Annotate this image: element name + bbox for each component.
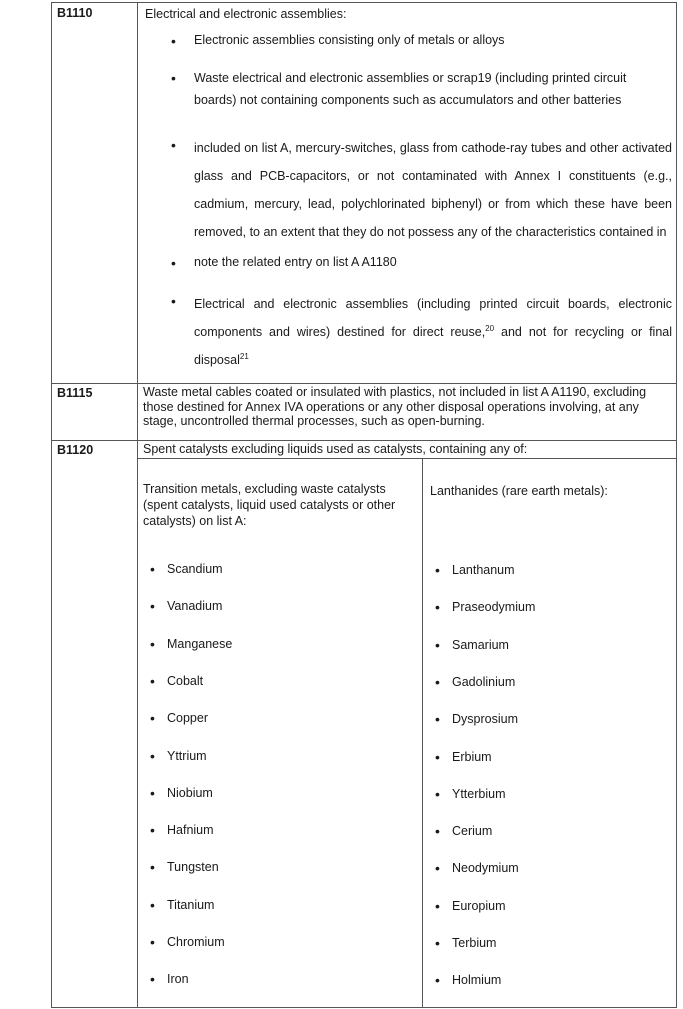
transition-metal-item: Copper <box>167 711 208 725</box>
lanthanide-item: Cerium <box>452 824 493 838</box>
footnote-ref-21[interactable]: 21 <box>239 351 249 361</box>
row-divider <box>52 383 676 384</box>
b1110-bullet-5-text-cont: and not for recycling or final disposal <box>194 325 672 367</box>
entry-title-b1110: Electrical and electronic assemblies: <box>145 7 347 21</box>
bullet-icon: • <box>150 673 155 689</box>
transition-metal-item: Tungsten <box>167 860 219 874</box>
entry-code-b1115: B1115 <box>57 386 93 400</box>
b1110-bullet-3: included on list A, mercury-switches, glass from cathode-ray tubes and other activated glass and PCB-capacitors, or not contaminated with Annex I constituents (e.g., cadmium, mercury, lead, polychlorinated biphenyl) or from which these have been removed, to an extent that they do not possess any of the characteristics contained in <box>194 141 672 239</box>
lanthanide-item: Neodymium <box>452 861 519 875</box>
bullet-icon: • <box>435 860 440 876</box>
bullet-icon: • <box>150 934 155 950</box>
bullet-icon: • <box>435 562 440 578</box>
transition-metal-item: Scandium <box>167 562 223 576</box>
lanthanide-item: Europium <box>452 899 506 913</box>
transition-metal-item: Chromium <box>167 935 225 949</box>
lanthanide-item: Ytterbium <box>452 787 506 801</box>
lanthanide-item: Terbium <box>452 936 497 950</box>
transition-metal-item: Manganese <box>167 637 233 651</box>
subtable-top-border <box>137 458 676 459</box>
lanthanide-item: Praseodymium <box>452 600 536 614</box>
bullet-icon: • <box>435 786 440 802</box>
b1110-bullet-4: note the related entry on list A A1180 <box>194 255 397 269</box>
transition-metal-item: Cobalt <box>167 674 204 688</box>
bullet-icon: • <box>171 137 176 153</box>
bullet-icon: • <box>435 637 440 653</box>
bullet-icon: • <box>435 823 440 839</box>
bullet-icon: • <box>435 898 440 914</box>
bullet-icon: • <box>150 822 155 838</box>
transition-metal-item: Niobium <box>167 786 213 800</box>
bullet-icon: • <box>150 636 155 652</box>
bullet-icon: • <box>435 972 440 988</box>
bullet-icon: • <box>150 561 155 577</box>
lanthanide-item: Lanthanum <box>452 563 515 577</box>
bullet-icon: • <box>435 711 440 727</box>
bullet-icon: • <box>150 710 155 726</box>
entry-intro-b1120: Spent catalysts excluding liquids used as catalysts, containing any of: <box>143 442 528 456</box>
bullet-icon: • <box>171 293 176 309</box>
bullet-icon: • <box>171 255 176 271</box>
bullet-icon: • <box>150 785 155 801</box>
transition-metals-heading: Transition metals, excluding waste catalysts (spent catalysts, liquid used catalysts or other catalysts) on list A: <box>143 482 396 528</box>
transition-metal-item: Vanadium <box>167 599 223 613</box>
lanthanide-item: Erbium <box>452 750 492 764</box>
lanthanide-item: Holmium <box>452 973 502 987</box>
b1110-bullet-2: Waste electrical and electronic assemblies or scrap19 (including printed circuit boards) not containing components such as accumulators and other batteries <box>194 71 627 107</box>
bullet-icon: • <box>171 33 176 49</box>
bullet-icon: • <box>435 599 440 615</box>
column-divider <box>137 3 138 1007</box>
bullet-icon: • <box>150 897 155 913</box>
transition-metal-item: Titanium <box>167 898 215 912</box>
bullet-icon: • <box>435 935 440 951</box>
row-divider <box>52 440 676 441</box>
footnote-ref-20[interactable]: 20 <box>485 323 495 333</box>
lanthanides-heading: Lanthanides (rare earth metals): <box>430 484 608 498</box>
subtable-column-divider <box>422 458 423 1007</box>
bullet-icon: • <box>435 749 440 765</box>
transition-metal-item: Yttrium <box>167 749 207 763</box>
lanthanide-item: Dysprosium <box>452 712 518 726</box>
entry-code-b1120: B1120 <box>57 443 94 457</box>
transition-metal-item: Hafnium <box>167 823 214 837</box>
transition-metal-item: Iron <box>167 972 189 986</box>
b1110-bullet-1: Electronic assemblies consisting only of metals or alloys <box>194 33 505 47</box>
b1110-bullet-5-text: Electrical and electronic assemblies (including printed circuit boards, electronic components and wires) destined for direct reuse, <box>194 297 672 339</box>
bullet-icon: • <box>150 859 155 875</box>
lanthanide-item: Samarium <box>452 638 509 652</box>
bullet-icon: • <box>435 674 440 690</box>
bullet-icon: • <box>150 748 155 764</box>
bullet-icon: • <box>171 70 176 86</box>
bullet-icon: • <box>150 971 155 987</box>
bullet-icon: • <box>150 598 155 614</box>
b1110-bullet-5 <box>194 290 672 374</box>
lanthanide-item: Gadolinium <box>452 675 516 689</box>
entry-text-b1115: Waste metal cables coated or insulated with plastics, not included in list A A1190, excluding those destined for Annex IVA operations or any other disposal operations involving, at any stage, uncontrolled thermal processes, such as open-burning. <box>143 385 647 428</box>
entry-code-b1110: B1110 <box>57 6 93 20</box>
